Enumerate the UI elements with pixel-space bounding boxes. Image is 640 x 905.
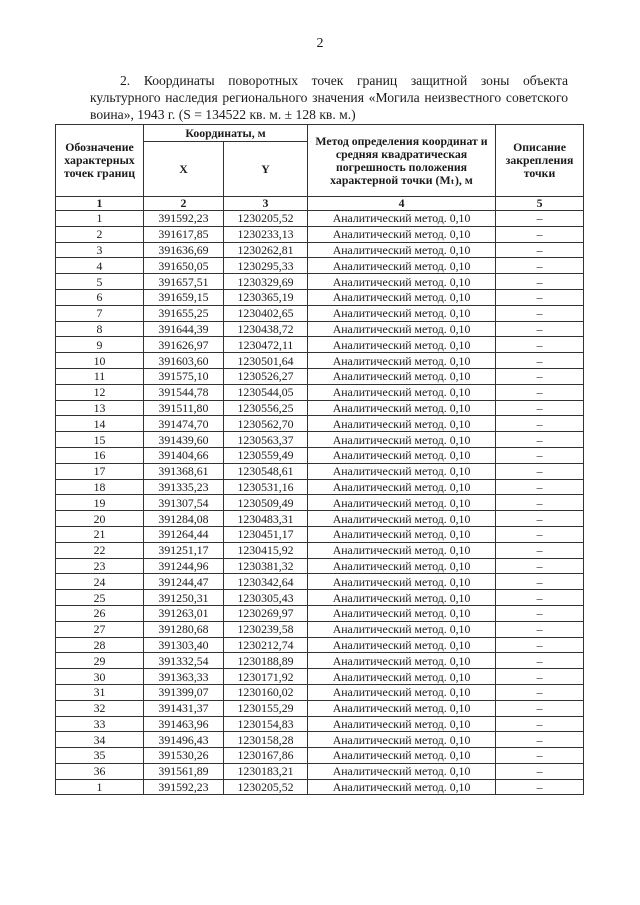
y-coordinate-cell: 1230167,86 [224, 748, 308, 764]
description-cell: – [496, 400, 584, 416]
description-cell: – [496, 479, 584, 495]
x-coordinate-cell: 391263,01 [144, 605, 224, 621]
y-coordinate-cell: 1230548,61 [224, 463, 308, 479]
y-coordinate-cell: 1230160,02 [224, 684, 308, 700]
point-number-cell: 26 [56, 605, 144, 621]
point-number-cell: 13 [56, 400, 144, 416]
y-coordinate-cell: 1230171,92 [224, 669, 308, 685]
point-number-cell: 1 [56, 779, 144, 795]
y-coordinate-cell: 1230556,25 [224, 400, 308, 416]
x-coordinate-cell: 391659,15 [144, 289, 224, 305]
y-coordinate-cell: 1230559,49 [224, 447, 308, 463]
y-coordinate-cell: 1230239,58 [224, 621, 308, 637]
y-coordinate-cell: 1230544,05 [224, 384, 308, 400]
point-number-cell: 4 [56, 258, 144, 274]
point-number-cell: 25 [56, 590, 144, 606]
description-cell: – [496, 684, 584, 700]
header-description: Описание закрепления точки [496, 125, 584, 197]
x-coordinate-cell: 391657,51 [144, 274, 224, 290]
point-number-cell: 30 [56, 669, 144, 685]
table-row [56, 353, 584, 369]
description-cell: – [496, 368, 584, 384]
method-cell: Аналитический метод. 0,10 [308, 542, 496, 558]
point-number-cell: 33 [56, 716, 144, 732]
column-number-row [56, 197, 584, 211]
point-number-cell: 9 [56, 337, 144, 353]
table-row [56, 637, 584, 653]
x-coordinate-cell: 391404,66 [144, 447, 224, 463]
table-row [56, 368, 584, 384]
description-cell: – [496, 653, 584, 669]
point-number-cell: 32 [56, 700, 144, 716]
y-coordinate-cell: 1230262,81 [224, 242, 308, 258]
table-row [56, 526, 584, 542]
method-cell: Аналитический метод. 0,10 [308, 511, 496, 527]
y-coordinate-cell: 1230183,21 [224, 763, 308, 779]
description-cell: – [496, 621, 584, 637]
description-cell: – [496, 637, 584, 653]
header-y: Y [224, 142, 308, 197]
y-coordinate-cell: 1230205,52 [224, 211, 308, 227]
point-number-cell: 2 [56, 226, 144, 242]
method-cell: Аналитический метод. 0,10 [308, 226, 496, 242]
table-row [56, 669, 584, 685]
x-coordinate-cell: 391603,60 [144, 353, 224, 369]
method-cell: Аналитический метод. 0,10 [308, 321, 496, 337]
x-coordinate-cell: 391332,54 [144, 653, 224, 669]
point-number-cell: 22 [56, 542, 144, 558]
method-cell: Аналитический метод. 0,10 [308, 242, 496, 258]
x-coordinate-cell: 391544,78 [144, 384, 224, 400]
method-cell: Аналитический метод. 0,10 [308, 590, 496, 606]
description-cell: – [496, 305, 584, 321]
table-row [56, 700, 584, 716]
x-coordinate-cell: 391307,54 [144, 495, 224, 511]
method-cell: Аналитический метод. 0,10 [308, 416, 496, 432]
table-row [56, 684, 584, 700]
y-coordinate-cell: 1230154,83 [224, 716, 308, 732]
table-row [56, 416, 584, 432]
column-number: 2 [144, 197, 224, 211]
method-cell: Аналитический метод. 0,10 [308, 495, 496, 511]
x-coordinate-cell: 391431,37 [144, 700, 224, 716]
column-number: 3 [224, 197, 308, 211]
description-cell: – [496, 732, 584, 748]
x-coordinate-cell: 391335,23 [144, 479, 224, 495]
method-cell: Аналитический метод. 0,10 [308, 763, 496, 779]
method-cell: Аналитический метод. 0,10 [308, 574, 496, 590]
table-row [56, 748, 584, 764]
x-coordinate-cell: 391626,97 [144, 337, 224, 353]
table-row [56, 605, 584, 621]
x-coordinate-cell: 391368,61 [144, 463, 224, 479]
description-cell: – [496, 779, 584, 795]
table-row [56, 716, 584, 732]
table-row [56, 463, 584, 479]
table-row [56, 763, 584, 779]
point-number-cell: 34 [56, 732, 144, 748]
method-cell: Аналитический метод. 0,10 [308, 479, 496, 495]
point-number-cell: 10 [56, 353, 144, 369]
x-coordinate-cell: 391439,60 [144, 432, 224, 448]
y-coordinate-cell: 1230483,31 [224, 511, 308, 527]
table-row [56, 258, 584, 274]
y-coordinate-cell: 1230562,70 [224, 416, 308, 432]
y-coordinate-cell: 1230501,64 [224, 353, 308, 369]
table-row [56, 226, 584, 242]
description-cell: – [496, 337, 584, 353]
description-cell: – [496, 242, 584, 258]
description-cell: – [496, 258, 584, 274]
y-coordinate-cell: 1230451,17 [224, 526, 308, 542]
point-number-cell: 23 [56, 558, 144, 574]
y-coordinate-cell: 1230381,32 [224, 558, 308, 574]
method-cell: Аналитический метод. 0,10 [308, 700, 496, 716]
point-number-cell: 3 [56, 242, 144, 258]
method-cell: Аналитический метод. 0,10 [308, 305, 496, 321]
x-coordinate-cell: 391496,43 [144, 732, 224, 748]
x-coordinate-cell: 391463,96 [144, 716, 224, 732]
x-coordinate-cell: 391474,70 [144, 416, 224, 432]
table-row [56, 479, 584, 495]
method-cell: Аналитический метод. 0,10 [308, 447, 496, 463]
table-row [56, 321, 584, 337]
y-coordinate-cell: 1230509,49 [224, 495, 308, 511]
method-cell: Аналитический метод. 0,10 [308, 558, 496, 574]
column-number: 4 [308, 197, 496, 211]
point-number-cell: 16 [56, 447, 144, 463]
table-row [56, 211, 584, 227]
description-cell: – [496, 384, 584, 400]
table-row [56, 305, 584, 321]
point-number-cell: 15 [56, 432, 144, 448]
section-heading: 2. Координаты поворотных точек границ защитной зоны объекта культурного наследия регионального значения «Могила неизвестного советского воина», 1943 г. (S = 134522 кв. м. ± 128 кв. м.) [90, 73, 568, 122]
y-coordinate-cell: 1230563,37 [224, 432, 308, 448]
x-coordinate-cell: 391511,80 [144, 400, 224, 416]
table-row [56, 384, 584, 400]
y-coordinate-cell: 1230269,97 [224, 605, 308, 621]
header-method: Метод определения координат и средняя квадратическая погрешность положения характерной точки (Mₜ), м [308, 125, 496, 197]
description-cell: – [496, 700, 584, 716]
x-coordinate-cell: 391284,08 [144, 511, 224, 527]
description-cell: – [496, 321, 584, 337]
table-row [56, 653, 584, 669]
method-cell: Аналитический метод. 0,10 [308, 637, 496, 653]
method-cell: Аналитический метод. 0,10 [308, 653, 496, 669]
method-cell: Аналитический метод. 0,10 [308, 274, 496, 290]
point-number-cell: 36 [56, 763, 144, 779]
x-coordinate-cell: 391592,23 [144, 211, 224, 227]
y-coordinate-cell: 1230438,72 [224, 321, 308, 337]
description-cell: – [496, 669, 584, 685]
y-coordinate-cell: 1230526,27 [224, 368, 308, 384]
method-cell: Аналитический метод. 0,10 [308, 432, 496, 448]
point-number-cell: 24 [56, 574, 144, 590]
point-number-cell: 17 [56, 463, 144, 479]
table-row [56, 337, 584, 353]
x-coordinate-cell: 391363,33 [144, 669, 224, 685]
x-coordinate-cell: 391244,96 [144, 558, 224, 574]
page-number: 2 [316, 36, 324, 51]
method-cell: Аналитический метод. 0,10 [308, 400, 496, 416]
method-cell: Аналитический метод. 0,10 [308, 463, 496, 479]
method-cell: Аналитический метод. 0,10 [308, 748, 496, 764]
table-row [56, 242, 584, 258]
method-cell: Аналитический метод. 0,10 [308, 684, 496, 700]
table-row [56, 590, 584, 606]
point-number-cell: 21 [56, 526, 144, 542]
x-coordinate-cell: 391592,23 [144, 779, 224, 795]
coordinates-table [55, 124, 584, 795]
y-coordinate-cell: 1230472,11 [224, 337, 308, 353]
y-coordinate-cell: 1230531,16 [224, 479, 308, 495]
method-cell: Аналитический метод. 0,10 [308, 353, 496, 369]
table-row [56, 289, 584, 305]
point-number-cell: 12 [56, 384, 144, 400]
column-number: 5 [496, 197, 584, 211]
table-row [56, 400, 584, 416]
description-cell: – [496, 447, 584, 463]
description-cell: – [496, 274, 584, 290]
y-coordinate-cell: 1230158,28 [224, 732, 308, 748]
description-cell: – [496, 558, 584, 574]
description-cell: – [496, 590, 584, 606]
header-point: Обозначение характерных точек границ [56, 125, 144, 197]
header-coordinates: Координаты, м [144, 125, 308, 142]
description-cell: – [496, 416, 584, 432]
table-row [56, 447, 584, 463]
point-number-cell: 11 [56, 368, 144, 384]
x-coordinate-cell: 391399,07 [144, 684, 224, 700]
y-coordinate-cell: 1230329,69 [224, 274, 308, 290]
point-number-cell: 6 [56, 289, 144, 305]
point-number-cell: 5 [56, 274, 144, 290]
table-row [56, 621, 584, 637]
point-number-cell: 28 [56, 637, 144, 653]
y-coordinate-cell: 1230365,19 [224, 289, 308, 305]
method-cell: Аналитический метод. 0,10 [308, 669, 496, 685]
x-coordinate-cell: 391644,39 [144, 321, 224, 337]
table-row [56, 432, 584, 448]
method-cell: Аналитический метод. 0,10 [308, 337, 496, 353]
x-coordinate-cell: 391655,25 [144, 305, 224, 321]
table-row [56, 495, 584, 511]
x-coordinate-cell: 391575,10 [144, 368, 224, 384]
method-cell: Аналитический метод. 0,10 [308, 605, 496, 621]
description-cell: – [496, 432, 584, 448]
point-number-cell: 8 [56, 321, 144, 337]
table-row [56, 779, 584, 795]
x-coordinate-cell: 391264,44 [144, 526, 224, 542]
point-number-cell: 27 [56, 621, 144, 637]
description-cell: – [496, 763, 584, 779]
point-number-cell: 35 [56, 748, 144, 764]
description-cell: – [496, 289, 584, 305]
description-cell: – [496, 463, 584, 479]
description-cell: – [496, 511, 584, 527]
y-coordinate-cell: 1230342,64 [224, 574, 308, 590]
point-number-cell: 1 [56, 211, 144, 227]
description-cell: – [496, 605, 584, 621]
method-cell: Аналитический метод. 0,10 [308, 258, 496, 274]
point-number-cell: 18 [56, 479, 144, 495]
x-coordinate-cell: 391617,85 [144, 226, 224, 242]
y-coordinate-cell: 1230205,52 [224, 779, 308, 795]
description-cell: – [496, 353, 584, 369]
point-number-cell: 19 [56, 495, 144, 511]
y-coordinate-cell: 1230402,65 [224, 305, 308, 321]
method-cell: Аналитический метод. 0,10 [308, 384, 496, 400]
method-cell: Аналитический метод. 0,10 [308, 368, 496, 384]
method-cell: Аналитический метод. 0,10 [308, 732, 496, 748]
method-cell: Аналитический метод. 0,10 [308, 716, 496, 732]
point-number-cell: 29 [56, 653, 144, 669]
table-row [56, 574, 584, 590]
x-coordinate-cell: 391250,31 [144, 590, 224, 606]
table-row [56, 542, 584, 558]
method-cell: Аналитический метод. 0,10 [308, 779, 496, 795]
description-cell: – [496, 574, 584, 590]
y-coordinate-cell: 1230233,13 [224, 226, 308, 242]
point-number-cell: 14 [56, 416, 144, 432]
x-coordinate-cell: 391530,26 [144, 748, 224, 764]
point-number-cell: 7 [56, 305, 144, 321]
x-coordinate-cell: 391650,05 [144, 258, 224, 274]
y-coordinate-cell: 1230188,89 [224, 653, 308, 669]
method-cell: Аналитический метод. 0,10 [308, 211, 496, 227]
method-cell: Аналитический метод. 0,10 [308, 621, 496, 637]
x-coordinate-cell: 391244,47 [144, 574, 224, 590]
table-row [56, 558, 584, 574]
description-cell: – [496, 526, 584, 542]
x-coordinate-cell: 391636,69 [144, 242, 224, 258]
description-cell: – [496, 716, 584, 732]
x-coordinate-cell: 391303,40 [144, 637, 224, 653]
x-coordinate-cell: 391251,17 [144, 542, 224, 558]
method-cell: Аналитический метод. 0,10 [308, 289, 496, 305]
column-number: 1 [56, 197, 144, 211]
description-cell: – [496, 748, 584, 764]
y-coordinate-cell: 1230305,43 [224, 590, 308, 606]
description-cell: – [496, 495, 584, 511]
header-x: X [144, 142, 224, 197]
x-coordinate-cell: 391561,89 [144, 763, 224, 779]
description-cell: – [496, 542, 584, 558]
table-row [56, 274, 584, 290]
y-coordinate-cell: 1230212,74 [224, 637, 308, 653]
point-number-cell: 20 [56, 511, 144, 527]
method-cell: Аналитический метод. 0,10 [308, 526, 496, 542]
description-cell: – [496, 211, 584, 227]
y-coordinate-cell: 1230155,29 [224, 700, 308, 716]
table-body [56, 211, 584, 795]
y-coordinate-cell: 1230415,92 [224, 542, 308, 558]
description-cell: – [496, 226, 584, 242]
table-row [56, 732, 584, 748]
x-coordinate-cell: 391280,68 [144, 621, 224, 637]
table-row [56, 511, 584, 527]
y-coordinate-cell: 1230295,33 [224, 258, 308, 274]
point-number-cell: 31 [56, 684, 144, 700]
